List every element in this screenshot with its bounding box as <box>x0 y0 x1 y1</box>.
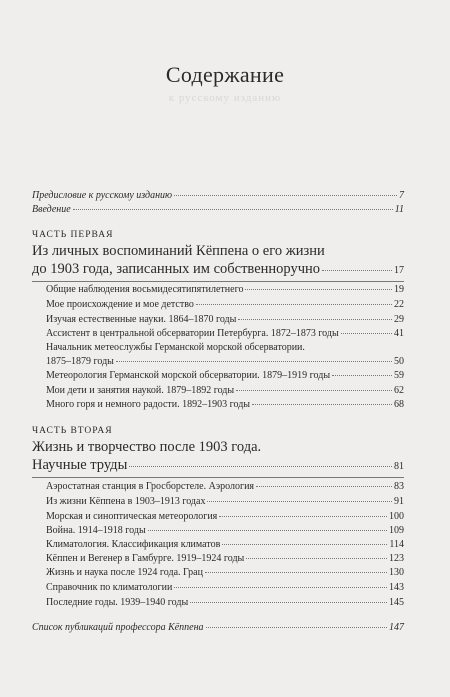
toc-entry-title: Общие наблюдения восьмидесятипятилетнего <box>46 284 244 295</box>
toc-entry-title: Морская и синоптическая метеорология <box>46 511 218 522</box>
toc-entry-title: Последние годы. 1939–1940 годы <box>46 597 189 608</box>
part-label: ЧАСТЬ ПЕРВАЯ <box>32 230 114 240</box>
toc-entry[interactable] <box>46 511 404 523</box>
toc-entry-title: Много горя и немного радости. 1892–1903 годы <box>46 399 251 410</box>
dot-leader <box>148 530 387 531</box>
toc-entry-page: 19 <box>394 284 404 295</box>
toc-entry[interactable] <box>46 299 404 311</box>
toc-entry-page: 7 <box>399 190 404 201</box>
toc-entry[interactable] <box>46 385 404 397</box>
toc-entry-title: Список публикаций профессора Кёппена <box>32 622 204 633</box>
toc-entry-title: Предисловие к русскому изданию <box>32 190 173 201</box>
toc-entry-page: 109 <box>389 525 404 536</box>
part-label: ЧАСТЬ ВТОРАЯ <box>32 426 113 436</box>
toc-entry-page: 11 <box>394 204 404 215</box>
toc-entry[interactable] <box>46 553 404 565</box>
toc-entry-title: 1875–1879 годы <box>46 356 114 367</box>
toc-entry-page: 50 <box>394 356 404 367</box>
dot-leader <box>219 516 387 517</box>
toc-entry[interactable] <box>46 370 404 382</box>
toc-entry[interactable] <box>46 314 404 326</box>
toc-entry-title: Климатология. Классификация климатов <box>46 539 221 550</box>
toc-entry-title: Жизнь и наука после 1924 года. Грац <box>46 567 203 578</box>
dot-leader <box>332 375 392 376</box>
toc-entry-page: 29 <box>394 314 404 325</box>
part-heading-entry[interactable] <box>32 261 404 279</box>
toc-entry[interactable] <box>46 399 404 411</box>
toc-entry[interactable] <box>46 328 404 340</box>
toc-entry[interactable] <box>46 597 404 609</box>
toc-entry-title: Справочник по климатологии <box>46 582 173 593</box>
toc-entry-title: Кёппен и Вегенер в Гамбурге. 1919–1924 годы <box>46 553 245 564</box>
toc-entry-page: 41 <box>394 328 404 339</box>
toc-entry[interactable] <box>46 496 404 508</box>
toc-entry-page: 59 <box>394 370 404 381</box>
dot-leader <box>252 404 392 405</box>
part-heading-line: Научные труды <box>32 457 128 473</box>
toc-entry[interactable] <box>46 539 404 551</box>
dot-leader <box>222 544 387 545</box>
toc-entry-page: 17 <box>394 265 404 276</box>
dot-leader <box>207 501 392 502</box>
toc-entry-page: 22 <box>394 299 404 310</box>
toc-entry-page: 143 <box>389 582 404 593</box>
toc-entry-page: 130 <box>389 567 404 578</box>
dot-leader <box>129 466 392 467</box>
dot-leader <box>174 195 397 196</box>
toc-entry-title: Из жизни Кёппена в 1903–1913 годах <box>46 496 206 507</box>
toc-entry-title: Введение <box>32 204 71 215</box>
toc-entry-title: Метеорология Германской морской обсерватории. 1879–1919 годы <box>46 370 331 381</box>
dot-leader <box>190 602 387 603</box>
toc-entry[interactable] <box>46 356 404 368</box>
toc-entry-page: 147 <box>389 622 404 633</box>
toc-entry-page: 123 <box>389 553 404 564</box>
toc-entry-page: 81 <box>394 461 404 472</box>
bleed-through-text: к русскому изданию <box>168 92 282 104</box>
dot-leader <box>238 319 392 320</box>
dot-leader <box>205 572 387 573</box>
toc-entry-title: Аэростатная станция в Гросборстеле. Аэрология <box>46 481 255 492</box>
page-title: Содержание <box>165 62 285 87</box>
dot-leader <box>341 333 392 334</box>
part-heading-line: до 1903 года, записанных им собственноручно <box>32 261 321 277</box>
part-heading-entry[interactable] <box>32 457 404 475</box>
dot-leader <box>73 209 393 210</box>
toc-entry[interactable] <box>46 525 404 537</box>
dot-leader <box>206 627 387 628</box>
dot-leader <box>236 390 392 391</box>
toc-entry-introduction[interactable] <box>32 204 404 216</box>
toc-entry[interactable] <box>46 481 404 493</box>
toc-entry-title: Ассистент в центральной обсерватории Петербурга. 1872–1873 годы <box>46 328 339 339</box>
toc-entry-title: Война. 1914–1918 годы <box>46 525 146 536</box>
toc-entry-title: Мои дети и занятия наукой. 1879–1892 годы <box>46 385 235 396</box>
dot-leader <box>245 289 392 290</box>
toc-entry-page: 100 <box>389 511 404 522</box>
toc-entry-page: 83 <box>394 481 404 492</box>
dot-leader <box>116 361 392 362</box>
toc-entry-title: Изучая естественные науки. 1864–1870 годы <box>46 314 237 325</box>
toc-entry[interactable] <box>46 284 404 296</box>
part-heading-line[interactable]: Из личных воспоминаний Кёппена о его жизни <box>32 243 325 259</box>
toc-entry[interactable] <box>46 567 404 579</box>
dot-leader <box>256 486 392 487</box>
section-divider <box>32 281 404 282</box>
dot-leader <box>174 587 387 588</box>
toc-entry-page: 62 <box>394 385 404 396</box>
section-divider <box>32 477 404 478</box>
toc-entry-publications[interactable] <box>32 622 404 634</box>
toc-entry-title: Мое происхождение и мое детство <box>46 299 194 310</box>
dot-leader <box>246 558 387 559</box>
toc-entry-page: 68 <box>394 399 404 410</box>
toc-entry-preface[interactable] <box>32 190 404 202</box>
dot-leader <box>322 270 392 271</box>
toc-entry-page: 145 <box>389 597 404 608</box>
toc-entry[interactable] <box>46 582 404 594</box>
toc-entry-page: 114 <box>389 539 404 550</box>
dot-leader <box>196 304 392 305</box>
part-heading-line[interactable]: Жизнь и творчество после 1903 года. <box>32 439 262 455</box>
toc-entry-title-line[interactable]: Начальник метеослужбы Германской морской обсерватории. <box>46 342 305 353</box>
toc-entry-page: 91 <box>394 496 404 507</box>
